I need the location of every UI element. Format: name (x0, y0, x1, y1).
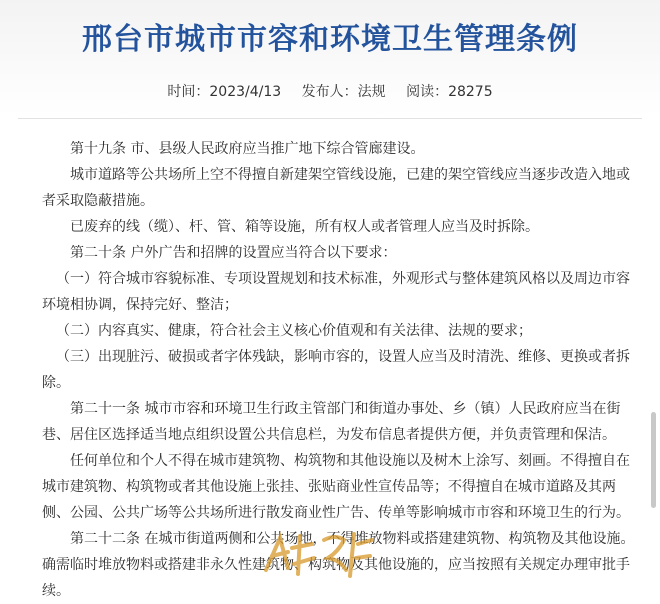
publish-time: 时间：2023/4/13 (167, 84, 282, 100)
read-count: 阅读：28275 (406, 84, 493, 100)
article-meta (0, 81, 660, 101)
paragraph-item-2: （二）内容真实、健康，符合社会主义核心价值观和有关法律、法规的要求； (56, 323, 532, 339)
paragraph-article-21: 第二十一条 城市市容和环境卫生行政主管部门和街道办事处、乡（镇）人民政府应当在街巷、居住区选择适当地点组织设置公共信息栏，为发布信息者提供方便，并负责管理和保洁。 (42, 401, 621, 443)
article-body (42, 136, 642, 604)
paragraph-abandoned-facilities: 已废弃的线（缆）、杆、管、箱等设施，所有权人或者管理人应当及时拆除。 (70, 219, 539, 235)
header-divider (18, 118, 642, 119)
publisher: 发布人：法规 (301, 84, 386, 100)
scrollbar-thumb[interactable] (651, 412, 656, 508)
paragraph-no-graffiti: 任何单位和个人不得在城市建筑物、构筑物和其他设施以及树木上涂写、刻画。不得擅自在城市建筑物、构筑物或者其他设施上张挂、张贴商业性宣传品等；不得擅自在城市道路及其两侧、公园、公共广场等公共场所进行散发商业性广告、传单等影响城市市容和环境卫生的行为。 (42, 453, 630, 521)
paragraph-article-19: 第十九条 市、县级人民政府应当推广地下综合管廊建设。 (70, 141, 425, 157)
article-header (0, 0, 660, 116)
paragraph-item-1: （一）符合城市容貌标准、专项设置规划和技术标准，外观形式与整体建筑风格以及周边市容环境相协调，保持完好、整洁； (42, 271, 630, 313)
paragraph-overhead-lines: 城市道路等公共场所上空不得擅自新建架空管线设施，已建的架空管线应当逐步改造入地或者采取隐蔽措施。 (42, 167, 630, 209)
paragraph-article-22: 第二十二条 在城市街道两侧和公共场地，不得堆放物料或搭建建筑物、构筑物及其他设施。确需临时堆放物料或搭建非永久性建筑物、构筑物及其他设施的，应当按照有关规定办理审批手续。 (42, 531, 635, 599)
article-title: 邢台市城市市容和环境卫生管理条例 (82, 22, 578, 57)
paragraph-article-20: 第二十条 户外广告和招牌的设置应当符合以下要求： (70, 245, 397, 261)
paragraph-item-3: （三）出现脏污、破损或者字体残缺，影响市容的，设置人应当及时清洗、维修、更换或者拆除。 (42, 349, 630, 391)
